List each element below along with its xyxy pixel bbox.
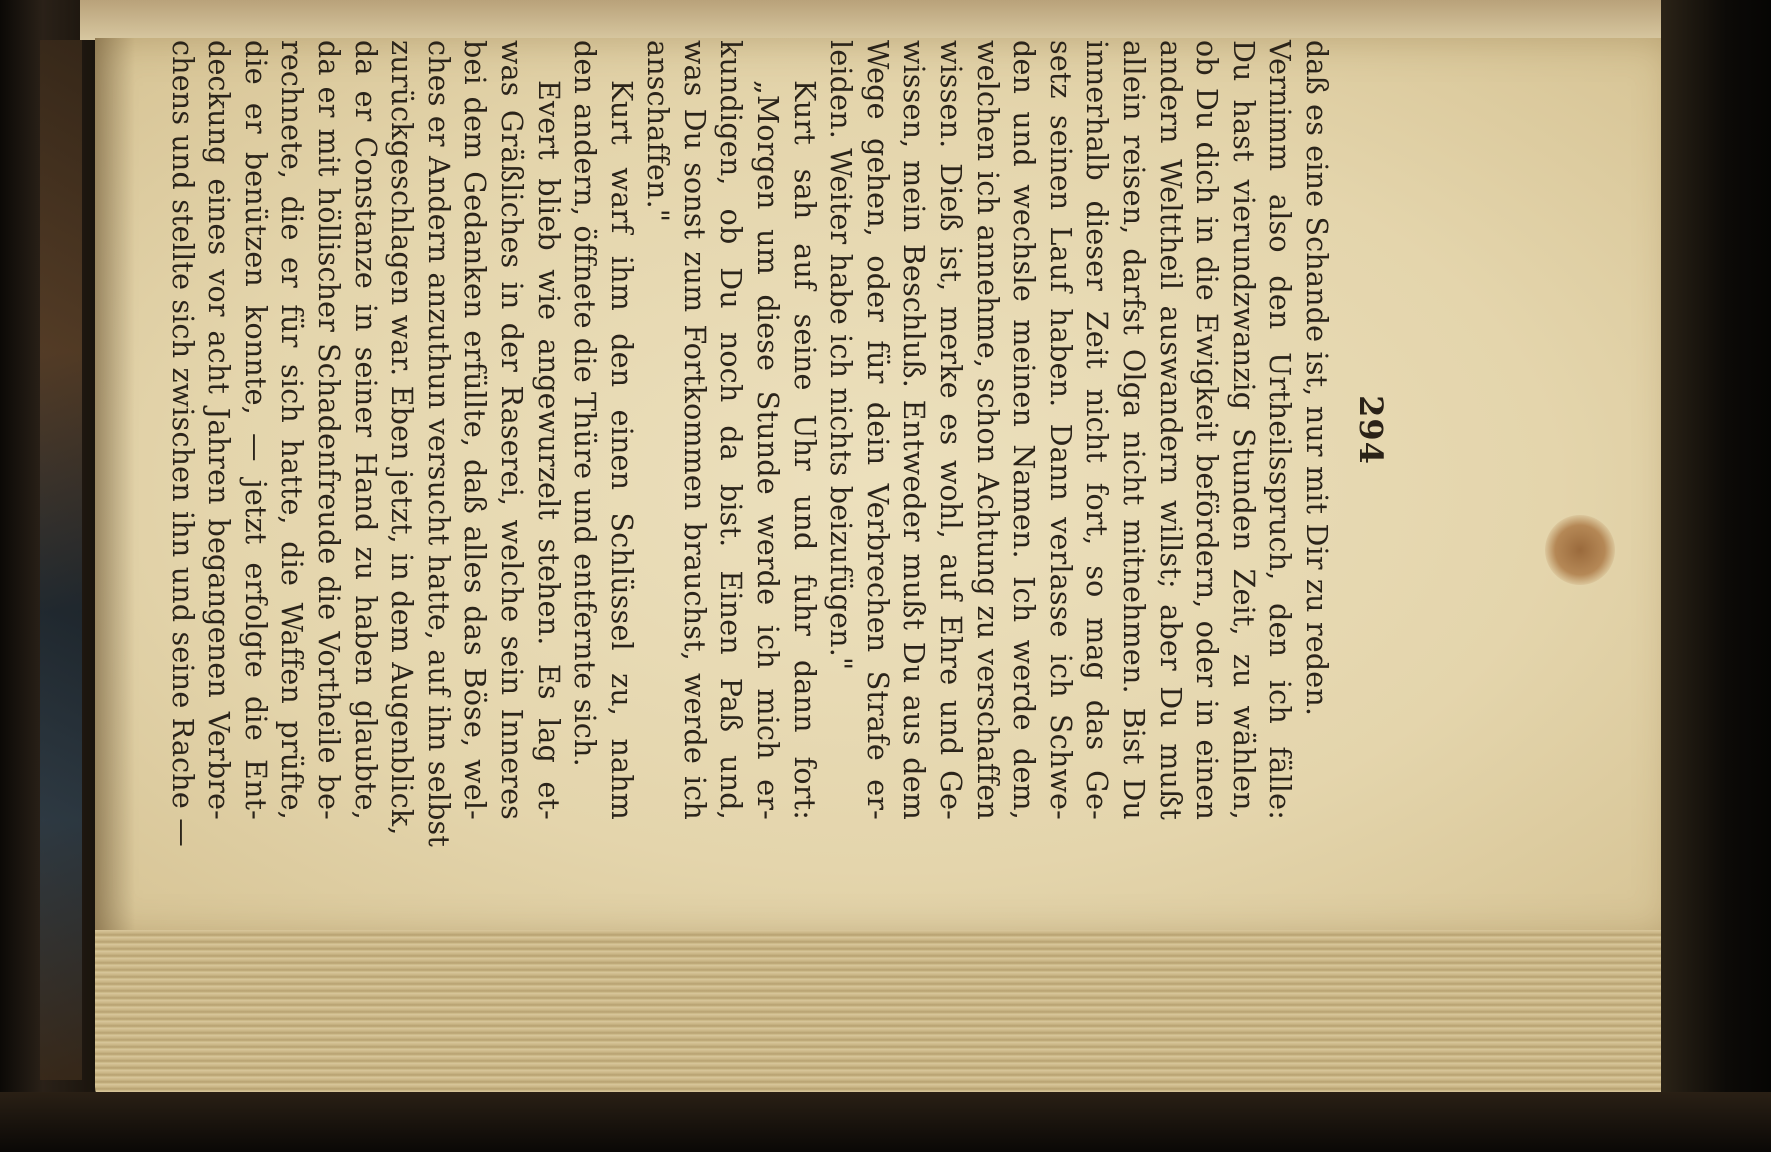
text-line: andern Welttheil auswandern willst; aber Du mußt (1153, 40, 1187, 820)
text-line: was Du sonst zum Fortkommen brauchst, werde ich (677, 40, 711, 820)
text-line: Kurt sah auf seine Uhr und fuhr dann fort: (787, 80, 821, 820)
text-line: die er benützen konnte, — jetzt erfolgte die Ent- (238, 40, 272, 820)
text-line: den und wechsle meinen Namen. Ich werde dem, (1007, 40, 1041, 820)
page-edges-stack (95, 930, 1675, 1105)
book-cover-bottom (0, 1092, 1771, 1152)
text-line: ches er Andern anzuthun versucht hatte, auf ihn selbst (421, 40, 455, 848)
text-line: zurückgeschlagen war. Eben jetzt, in dem Augenblick, (385, 40, 419, 836)
text-line: den andern, öffnete die Thüre und entfernte sich. (568, 40, 602, 767)
page-text-block (70, 40, 1390, 848)
text-line: Kurt warf ihm den einen Schlüssel zu, nahm (604, 80, 638, 820)
text-line: daß es eine Schande ist, nur mit Dir zu reden. (1300, 40, 1333, 717)
text-line: da er Constanze in seiner Hand zu haben glaubte, (348, 40, 382, 820)
text-line: deckung eines vor acht Jahren begangenen Verbre- (202, 40, 236, 820)
text-line: wissen, mein Beschluß. Entweder mußt Du aus dem (897, 40, 931, 820)
page-stain (1545, 515, 1615, 585)
text-line: „Morgen um diese Stunde werde ich mich er- (751, 80, 785, 820)
text-line: innerhalb dieser Zeit nicht fort, so mag das Ge- (1080, 40, 1114, 820)
book-cover-right (1661, 0, 1771, 1152)
text-line: setz seinen Lauf haben. Dann verlasse ich Schwe- (1043, 40, 1077, 820)
text-line: ob Du dich in die Ewigkeit befördern, oder in einen (1190, 40, 1224, 820)
text-line: allein reisen, darfst Olga nicht mitnehmen. Bist Du (1117, 40, 1151, 820)
text-lines (163, 40, 1334, 848)
text-line: wissen. Dieß ist, merke es wohl, auf Ehre und Ge- (934, 40, 968, 820)
text-line: Wege gehen, oder für dein Verbrechen Strafe er- (860, 40, 894, 820)
text-line: bei dem Gedanken erfüllte, daß alles das Böse, wel- (458, 40, 492, 820)
text-line: chens und stellte sich zwischen ihn und seine Rache — (165, 40, 199, 847)
page-edge-top (80, 0, 1680, 40)
text-line: Du hast vierundzwanzig Stunden Zeit, zu wählen, (1226, 40, 1260, 820)
text-line: leiden. Weiter habe ich nichts beizufügen." (824, 40, 858, 671)
text-line: rechnete, die er für sich hatte, die Waffen prüfte, (275, 40, 309, 820)
text-line: kundigen, ob Du noch da bist. Einen Paß und, (714, 40, 748, 820)
text-line: da er mit höllischer Schadenfreude die Vortheile be- (311, 40, 345, 820)
text-line: was Gräßliches in der Raserei, welche sein Inneres (494, 40, 528, 820)
page-number: 294 (1352, 395, 1390, 465)
text-line: Evert blieb wie angewurzelt stehen. Es lag et- (531, 80, 565, 820)
text-line: welchen ich annehme, schon Achtung zu verschaffen (970, 40, 1004, 820)
text-line: anschaffen." (641, 40, 675, 223)
text-line: Vernimm also den Urtheilsspruch, den ich fälle: (1263, 40, 1297, 820)
